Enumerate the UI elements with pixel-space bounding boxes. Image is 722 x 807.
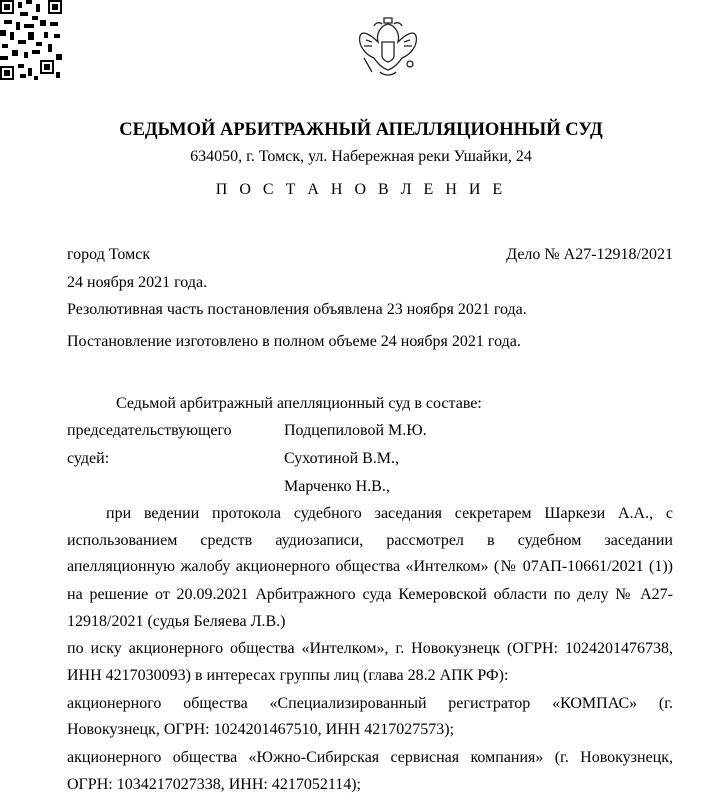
body-line: акционерного общества «Специализированный регистратор «КОМПАС» (г.	[67, 695, 673, 712]
operative-part-date: Резолютивная часть постановления объявлена 23 ноября 2021 года.	[67, 301, 527, 318]
city: город Томск	[67, 246, 151, 263]
coat-of-arms-icon	[356, 14, 420, 80]
body-line: ИНН 4217030093) в интересах группы лиц (глава 28.2 АПК РФ):	[67, 667, 509, 684]
body-line: при ведении протокола судебного заседания секретарем Шаркези А.А., с	[106, 505, 673, 522]
body-line: использованием средств аудиозаписи, рассмотрел в судебном заседании	[67, 532, 673, 549]
body-line: 12918/2021 (судья Беляева Л.В.)	[67, 613, 286, 630]
body-line: на решение от 20.09.2021 Арбитражного суда Кемеровской области по делу № А27-	[67, 586, 673, 603]
document-type: П О С Т А Н О В Л Е Н И Е	[215, 181, 507, 198]
qr-code-icon	[0, 0, 62, 80]
body-line: по иску акционерного общества «Интелком», г. Новокузнецк (ОГРН: 1024201476738,	[67, 640, 673, 657]
body-line: Новокузнецк, ОГРН: 1024201467510, ИНН 4217027573);	[67, 721, 455, 738]
court-name: СЕДЬМОЙ АРБИТРАЖНЫЙ АПЕЛЛЯЦИОННЫЙ СУД	[119, 120, 603, 140]
body-line: ОГРН: 1034217027338, ИНН: 4217052114);	[67, 776, 361, 793]
presiding-judge: Подцепиловой М.Ю.	[284, 422, 427, 439]
judge: Марченко Н.В.,	[284, 478, 390, 495]
body-line: акционерного общества «Южно-Сибирская сервисная компания» (г. Новокузнецк,	[67, 749, 673, 766]
composition-intro: Седьмой арбитражный апелляционный суд в составе:	[116, 395, 482, 412]
judge: Сухотиной В.М.,	[284, 450, 400, 467]
judges-label: судей:	[67, 450, 110, 467]
full-text-date: Постановление изготовлено в полном объеме 24 ноября 2021 года.	[67, 333, 521, 350]
body-line: апелляционную жалобу акционерного общества «Интелком» (№ 07АП-10661/2021 (1))	[67, 558, 673, 575]
document-date: 24 ноября 2021 года.	[67, 274, 208, 291]
case-number: Дело № А27-12918/2021	[506, 246, 673, 263]
court-address: 634050, г. Томск, ул. Набережная реки Ушайки, 24	[190, 148, 532, 165]
presiding-label: председательствующего	[67, 422, 232, 439]
